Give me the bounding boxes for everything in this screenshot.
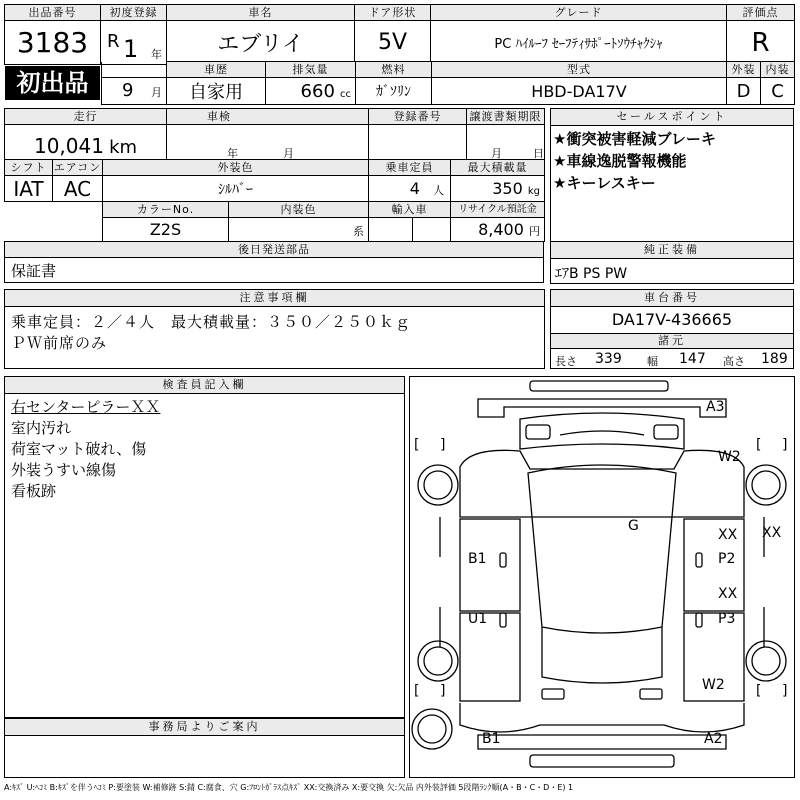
length-label: 長さ — [555, 355, 577, 368]
notes-line-1: 乗車定員：２／４人 最大積載量：３５０／２５０ｋｇ — [11, 313, 412, 331]
detail-table-3 — [102, 201, 545, 242]
mark-p2: P2 — [718, 551, 736, 567]
svg-text:[: [ — [414, 683, 420, 699]
reg-month-gap — [102, 62, 167, 78]
reg-month-cell — [102, 78, 167, 105]
recycle-fee: 8,400 — [478, 220, 524, 239]
reg-no-label: 登録番号 — [369, 109, 467, 125]
mark-g: G — [628, 518, 639, 534]
interior-label: 内装 — [761, 62, 795, 78]
mark-a2: A2 — [704, 731, 723, 747]
office-box — [4, 718, 405, 778]
car-diagram — [409, 376, 795, 778]
air-conditioner: AC — [53, 176, 103, 202]
notes-line-2: ＰＷ前席のみ — [11, 334, 108, 352]
svg-text:]: ] — [782, 683, 788, 699]
import-cell-1 — [369, 218, 413, 242]
later-parts-label: 後日発送部品 — [5, 242, 544, 258]
equipment: ｴｱB PS PW — [555, 266, 628, 282]
dimensions-row — [551, 349, 793, 371]
score-label: 評価点 — [727, 5, 795, 21]
svg-text:]: ] — [440, 437, 446, 453]
ext-color: ｼﾙﾊﾞｰ — [103, 176, 369, 202]
seats-label: 乗車定員 — [369, 160, 451, 176]
office-label: 事務局よりご案内 — [5, 719, 404, 736]
model-label: 型式 — [432, 62, 727, 78]
detail-table-2 — [4, 159, 545, 202]
load-unit: kg — [527, 186, 540, 197]
load-label: 最大積載量 — [451, 160, 545, 176]
notes-box — [4, 289, 545, 369]
inspector-label: 検査員記入欄 — [5, 377, 404, 394]
recycle-label: リサイクル預託金 — [451, 202, 545, 218]
notes-label: 注意事項欄 — [5, 290, 544, 307]
displacement: 660 — [300, 80, 335, 102]
mileage-label: 走行 — [5, 109, 167, 125]
exterior-label: 外装 — [727, 62, 761, 78]
sales-points-label: セールスポイント — [551, 109, 793, 126]
first-listing-badge: 初出品 — [5, 66, 100, 100]
chassis-box — [550, 289, 794, 369]
door-type: 5V — [355, 21, 431, 65]
equipment-label: 純正装備 — [551, 242, 793, 259]
fuel: ｶﾞｿﾘﾝ — [356, 78, 432, 105]
svg-text:]: ] — [782, 437, 788, 453]
insp-month-unit: 月 — [283, 147, 295, 160]
svg-text:]: ] — [440, 683, 446, 699]
first-reg-year-cell — [101, 21, 167, 65]
car-name-label: 車名 — [167, 5, 355, 21]
mark-a3: A3 — [706, 399, 725, 415]
header-table-row2 — [101, 61, 795, 105]
sales-point-2: ★車線逸脱警報機能 — [553, 152, 687, 170]
seats: 4 — [409, 179, 420, 198]
inspector-line-3: 荷室マット破れ、傷 — [11, 440, 147, 458]
load-cell — [451, 176, 545, 202]
inspector-box — [4, 376, 405, 718]
car-outline-svg — [410, 377, 794, 777]
sales-points-box — [550, 108, 794, 242]
recycle-unit: 円 — [529, 225, 540, 238]
ac-label: エアコン — [53, 160, 102, 174]
length: 339 — [595, 351, 622, 367]
inspection-label: 車検 — [167, 109, 369, 125]
grade: PC ﾊｲﾙｰﾌ ｾｰﾌﾃｨｻﾎﾟｰﾄｿｳﾁｬｸｼｬ — [431, 21, 727, 65]
svg-text:[: [ — [756, 437, 762, 453]
inspector-line-1: 右センターピラーＸＸ — [11, 398, 161, 416]
ext-color-label: 外装色 — [103, 160, 369, 176]
reg-year-unit: 年 — [151, 48, 162, 61]
recycle-cell — [451, 218, 545, 242]
mark-xx-p3: XX — [718, 586, 738, 602]
mark-b1-left: B1 — [468, 551, 487, 567]
transfer-label: 譲渡書類期限 — [467, 109, 545, 125]
inspector-line-2: 室内汚れ — [11, 419, 72, 437]
mark-xx-p2: XX — [718, 527, 738, 543]
svg-text:[: [ — [756, 683, 762, 699]
chassis-no: DA17V-436665 — [551, 307, 793, 334]
transfer-day-unit: 日 — [533, 147, 545, 160]
shift: IAT — [5, 176, 53, 202]
color-no-label: カラーNo. — [103, 202, 229, 218]
lot-no-label: 出品番号 — [5, 5, 101, 21]
reg-month: 9 — [122, 80, 134, 101]
int-color-label: 内装色 — [229, 202, 369, 218]
history-label: 車歴 — [167, 62, 266, 78]
import-cell-2 — [413, 218, 451, 242]
car-name: エブリイ — [167, 21, 355, 65]
insp-year-unit: 年 — [227, 147, 239, 160]
model-code: HBD-DA17V — [432, 78, 727, 105]
height: 189 — [761, 351, 788, 367]
first-reg-label: 初度登録 — [101, 5, 167, 21]
reg-year: 1 — [123, 35, 139, 63]
era: R — [107, 31, 120, 52]
interior-grade: C — [761, 78, 795, 105]
equipment-box — [550, 241, 794, 284]
grade-label: グレード — [431, 5, 727, 21]
mark-b1-bottom: B1 — [482, 731, 501, 747]
sales-point-1: ★衝突被害軽減ブレーキ — [553, 130, 716, 148]
legend: A:ｷｽﾞ U:ﾍｺﾐ B:ｷｽﾞを伴うﾍｺﾐ P:要塗装 W:補修跡 S:錆 C:腐食、穴 G:ﾌﾛﾝﾄｶﾞﾗｽ点ｷｽﾞ XX:交換済み X:要交換 欠:欠品 内外装評価 5段階ﾗﾝｸ順(A・B・C・D・E) 1 — [4, 783, 574, 792]
int-color-unit: 系 — [353, 225, 364, 238]
int-color-cell — [229, 218, 369, 242]
mark-p3: P3 — [718, 611, 736, 627]
mark-w2-bottom: W2 — [702, 677, 725, 693]
seats-unit: 人 — [433, 184, 444, 197]
exterior-grade: D — [727, 78, 761, 105]
car-history: 自家用 — [167, 78, 266, 105]
seats-cell — [369, 176, 451, 202]
reg-month-unit: 月 — [151, 86, 162, 99]
specs-label: 諸元 — [551, 334, 793, 349]
inspector-line-5: 看板跡 — [11, 482, 57, 500]
color-no: Z2S — [103, 218, 229, 242]
max-load: 350 — [492, 179, 523, 198]
lot-number: 3183 — [5, 21, 101, 65]
svg-text:[: [ — [414, 437, 420, 453]
score: R — [727, 21, 795, 65]
sales-point-3: ★キーレスキー — [553, 174, 656, 192]
later-parts-table — [4, 241, 544, 283]
header-table — [4, 4, 795, 65]
mileage: 10,041 — [33, 133, 104, 158]
width-label: 幅 — [647, 355, 658, 368]
import-label: 輸入車 — [369, 202, 451, 218]
width: 147 — [679, 351, 706, 367]
displacement-cell — [266, 78, 356, 105]
later-parts: 保証書 — [5, 258, 544, 283]
shift-label: シフト — [5, 160, 53, 176]
mark-xx-right: XX — [762, 525, 782, 541]
displacement-label: 排気量 — [266, 62, 356, 78]
height-label: 高さ — [723, 355, 745, 368]
mark-u1: U1 — [468, 611, 488, 627]
mark-w2-top: W2 — [718, 449, 741, 465]
fuel-label: 燃料 — [356, 62, 432, 78]
chassis-label: 車台番号 — [551, 290, 793, 307]
transfer-month-unit: 月 — [491, 147, 503, 160]
mileage-unit: km — [109, 136, 138, 158]
door-label: ドア形状 — [355, 5, 431, 21]
displacement-unit: cc — [340, 88, 351, 100]
inspector-line-4: 外装うすい線傷 — [11, 461, 117, 479]
